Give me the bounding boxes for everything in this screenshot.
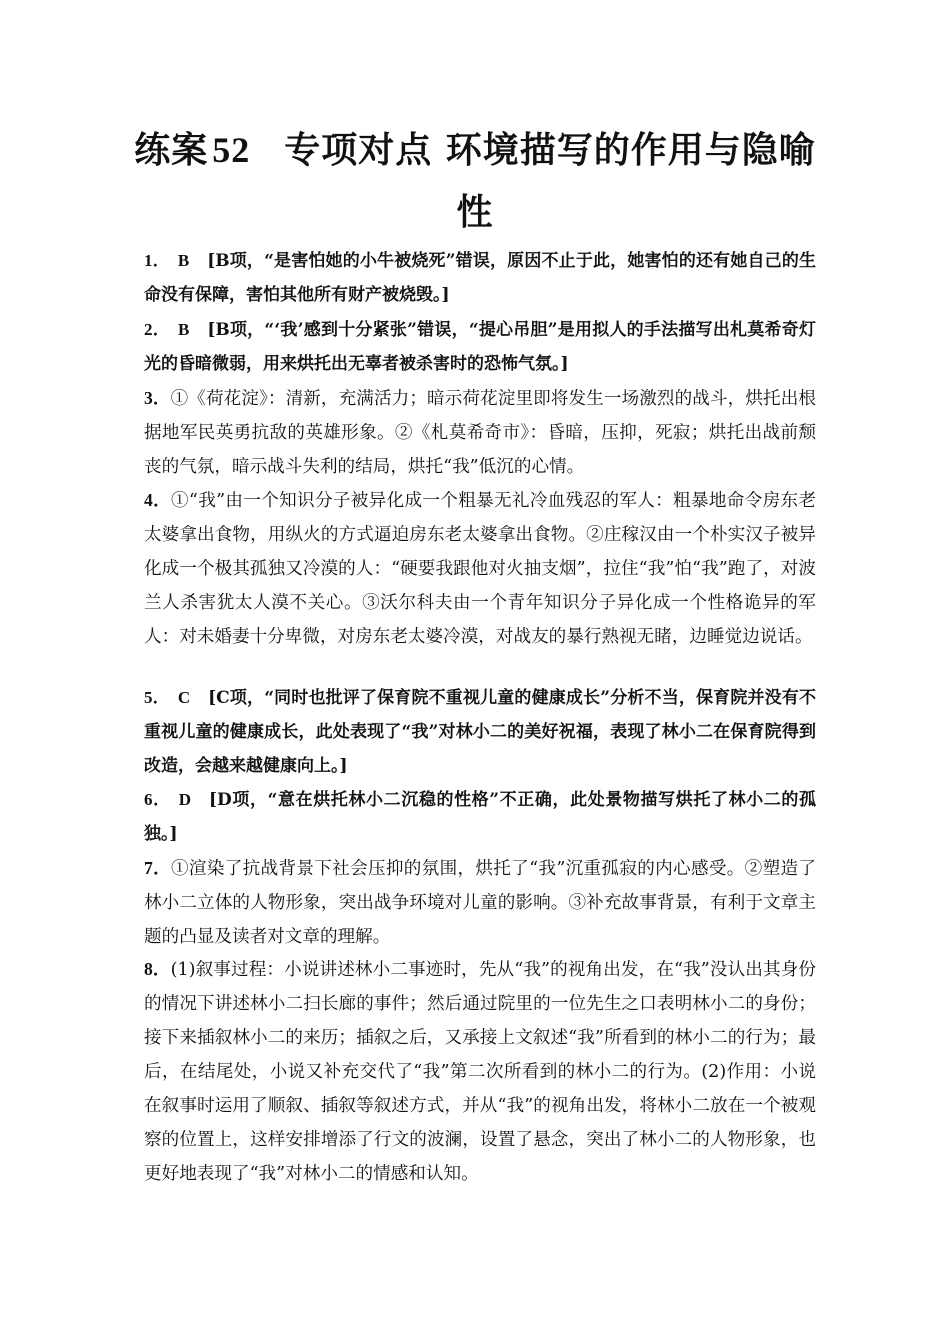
page-title: [130, 124, 820, 176]
answer-2: 2． B [B项，“‘我’感到十分紧张”错误，“提心吊胆”是用拟人的手法描写出札莫希奇灯光的昏暗微弱，用来烘托出无辜者被杀害时的恐怖气氛。]: [144, 320, 816, 374]
answer-7: 7．①渲染了抗战背景下社会压抑的氛围，烘托了“我”沉重孤寂的内心感受。②塑造了林小二立体的人物形象，突出战争环境对儿童的影响。③补充故事背景，有利于文章主题的凸显及读者对文章的理解。: [144, 858, 816, 947]
answer-3: 3．①《荷花淀》：清新，充满活力；暗示荷花淀里即将发生一场激烈的战斗，烘托出根据地军民英勇抗敌的英雄形象。②《札莫希奇市》：昏暗，压抑，死寂；烘托出战前颓丧的气氛，暗示战斗失利的结局，烘托“我”低沉的心情。: [144, 388, 816, 477]
answer-8: 8．(1)叙事过程：小说讲述林小二事迹时，先从“我”的视角出发，在“我”没认出其身份的情况下讲述林小二扫长廊的事件；然后通过院里的一位先生之口表明林小二的身份；接下来插叙林小二的来历；插叙之后，又承接上文叙述“我”所看到的林小二的行为；最后，在结尾处，小说又补充交代了“我”第二次所看到的林小二的行为。(2)作用：小说在叙事时运用了顺叙、插叙等叙述方式，并从“我”的视角出发，将林小二放在一个被观察的位置上，这样安排增添了行文的波澜，设置了悬念，突出了林小二的人物形象，也更好地表现了“我”对林小二的情感和认知。: [144, 959, 816, 1184]
answer-4: 4．①“我”由一个知识分子被异化成一个粗暴无礼冷血残忍的军人：粗暴地命令房东老太婆拿出食物，用纵火的方式逼迫房东老太婆拿出食物。②庄稼汉由一个朴实汉子被异化成一个极其孤独又冷漠的人：“硬要我跟他对火抽支烟”，拉住“我”怕“我”跑了，对波兰人杀害犹太人漠不关心。③沃尔科夫由一个青年知识分子异化成一个性格诡异的军人：对未婚妻十分卑微，对房东老太婆冷漠，对战友的暴行熟视无睹，边睡觉边说话。: [144, 490, 816, 647]
page-title-line2: 性: [456, 191, 494, 233]
answer-5: 5． C [C项，“同时也批评了保育院不重视儿童的健康成长”分析不当，保育院并没有不重视儿童的健康成长，此处表现了“我”对林小二的美好祝福，表现了林小二在保育院得到改造，会越来越健康向上。]: [144, 688, 817, 776]
answer-6: 6． D [D项，“意在烘托林小二沉稳的性格”不正确，此处景物描写烘托了林小二的孤独。]: [144, 790, 817, 844]
title-prefix: 练案: [134, 129, 209, 171]
title-text-line1: 专项对点 环境描写的作用与隐喻: [284, 129, 816, 171]
title-number: 52: [212, 130, 251, 170]
answer-1: 1． B [B项，“是害怕她的小牛被烧死”错误，原因不止于此，她害怕的还有她自己的生命没有保障，害怕其他所有财产被烧毁。]: [144, 251, 817, 305]
